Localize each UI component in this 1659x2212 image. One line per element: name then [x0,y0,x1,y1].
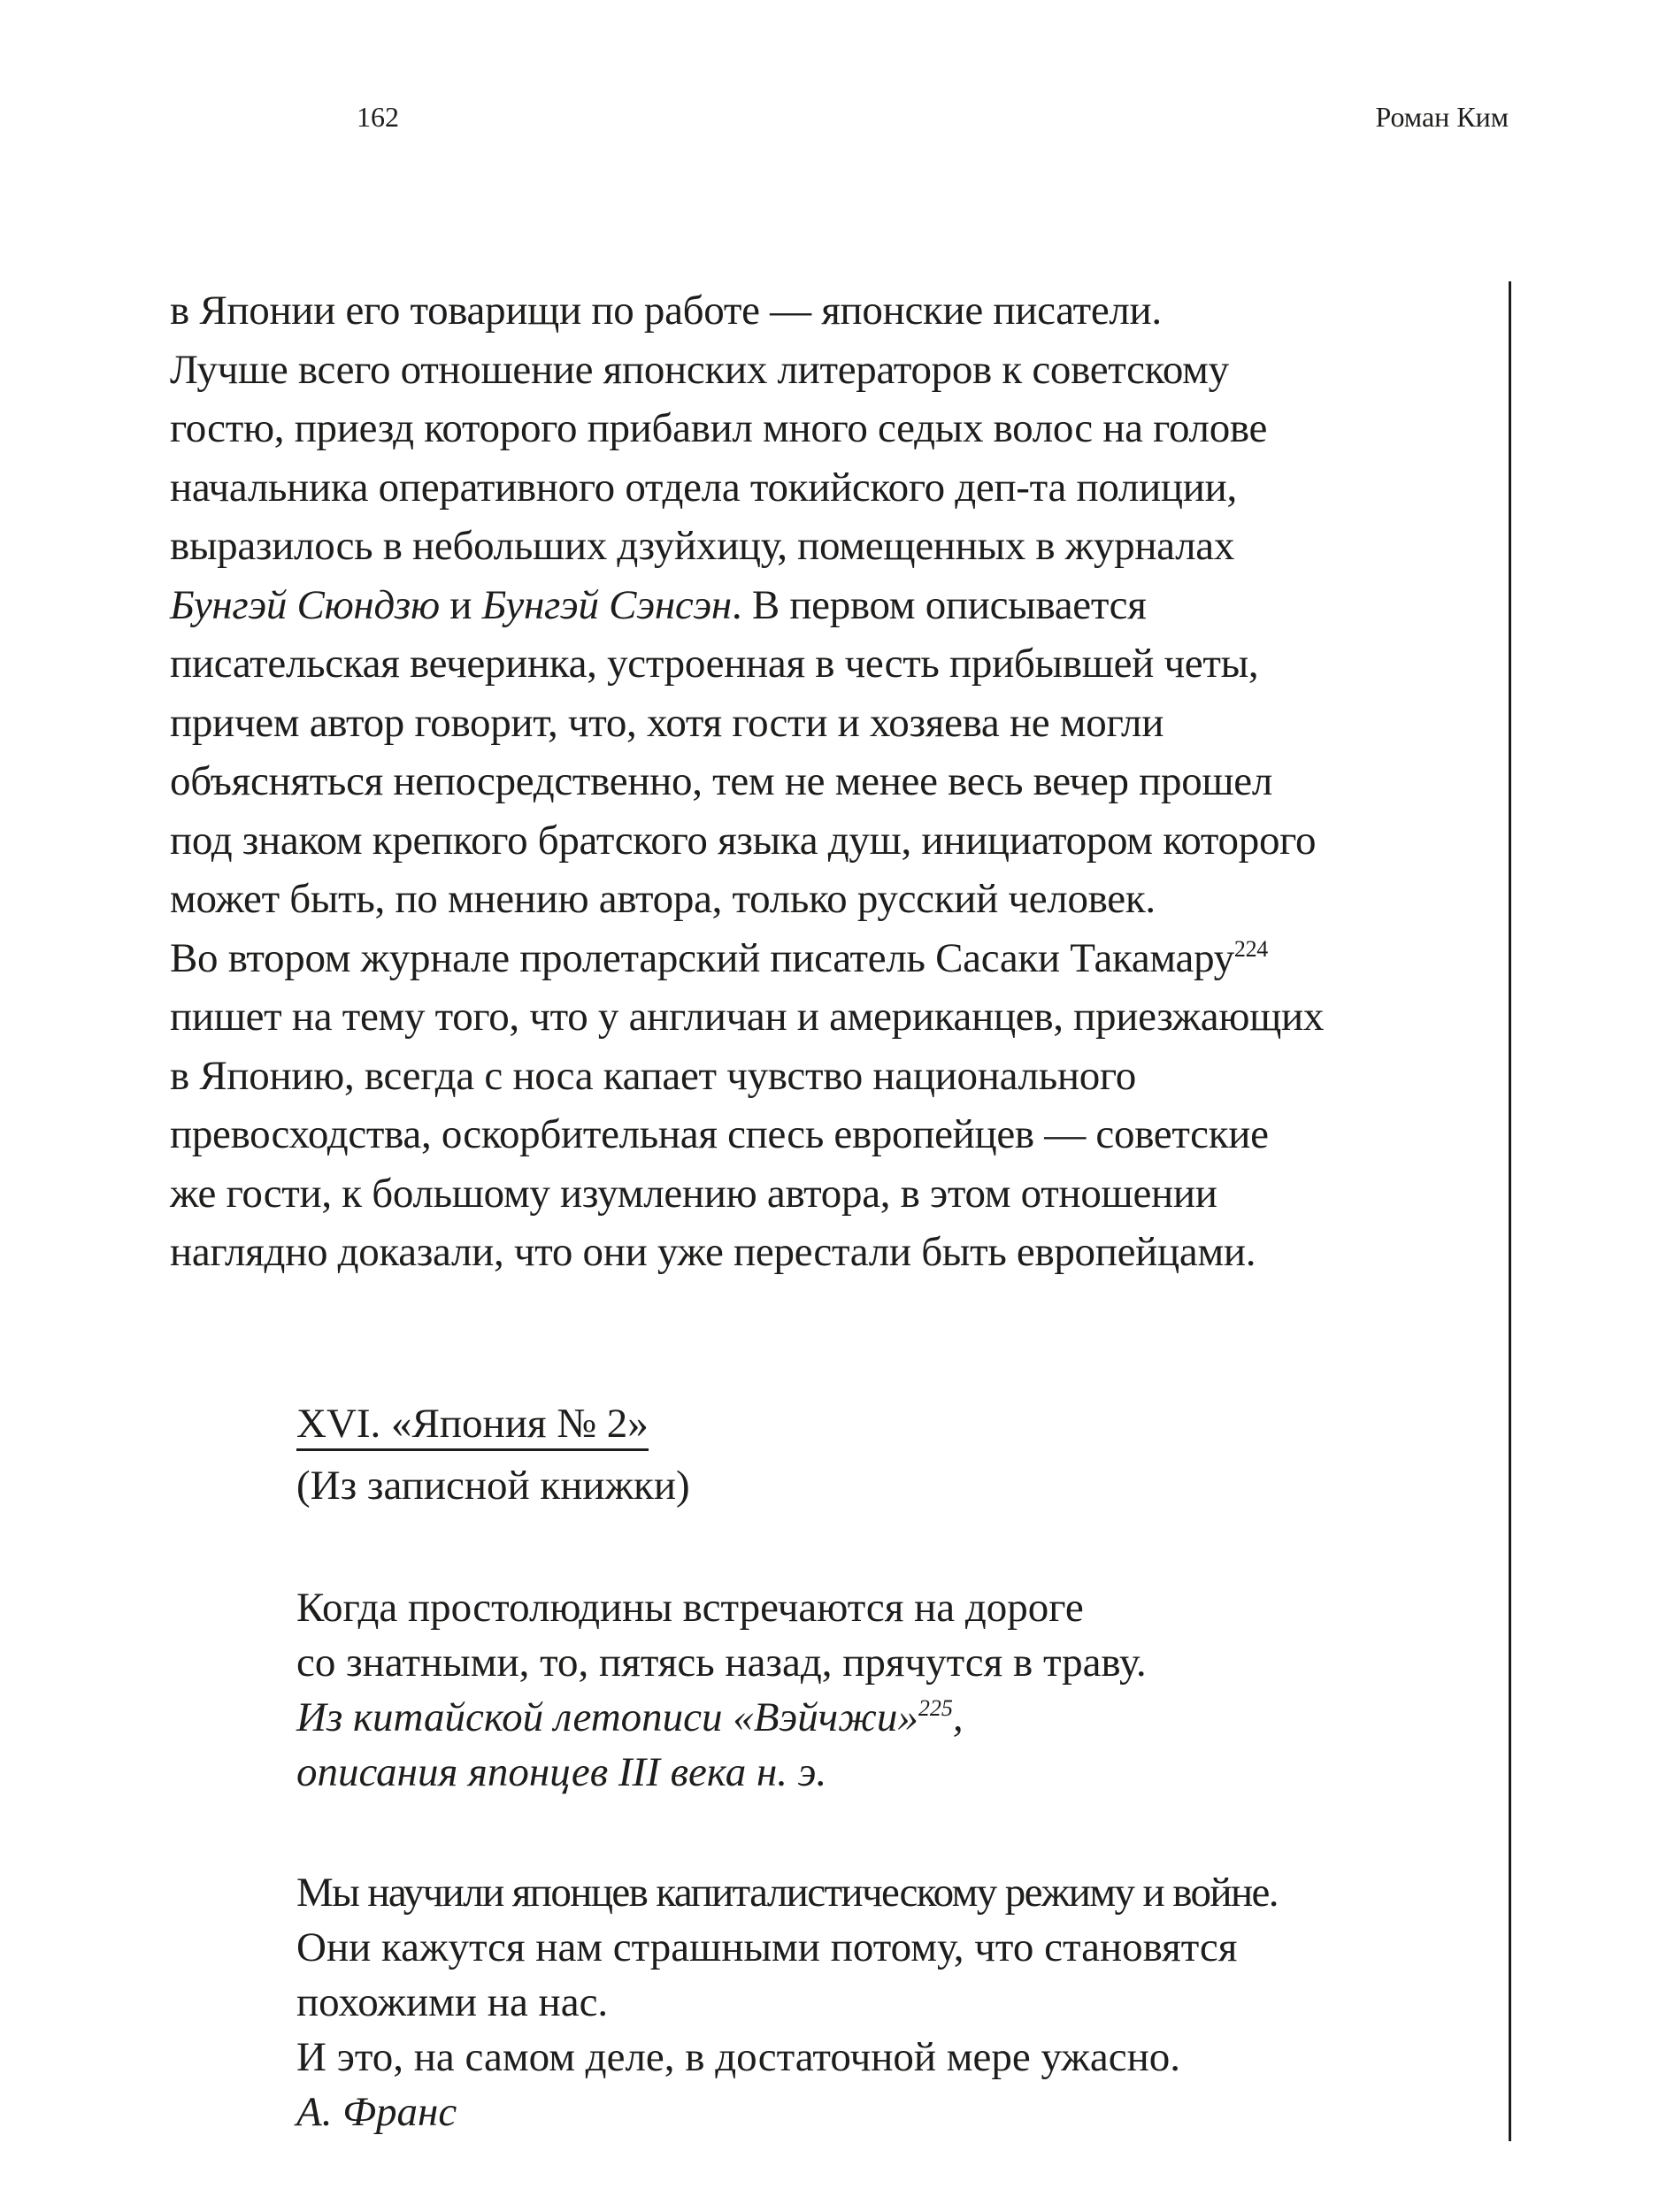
epigraph-line: со знатными, то, пятясь назад, прячутся в траву. [296,1640,1147,1686]
margin-rule [1509,281,1511,2141]
epigraph-chronicle [296,1580,1147,1800]
source-tail: , [952,1694,964,1740]
text-line: начальника оперативного отдела токийского деп-та полиции, [170,464,1237,511]
text-line: под знаком крепкого братского языка душ, инициатором которого [170,817,1317,864]
text-line: выразилось в небольших дзуйхицу, помещенных в журналах [170,523,1235,569]
source-text: Из китайской летописи «Вэйчжи» [296,1694,918,1740]
footnote-ref: 225 [918,1695,953,1721]
text-line: в Японию, всегда с носа капает чувство национального [170,1052,1136,1099]
epigraph-line: похожими на нас. [296,1979,609,2025]
text-line: превосходства, оскорбительная спесь европейцев — советские [170,1111,1269,1157]
epigraph-source-line: описания японцев III века н. э. [296,1749,827,1795]
text-fragment: Во втором журнале пролетарский писатель Сасаки Такамару [170,934,1234,981]
text-line: Лучше всего отношение японских литераторов к советскому [170,346,1229,393]
text-line: же гости, к большому изумлению автора, в этом отношении [170,1170,1217,1217]
body-text [170,281,1426,1282]
text-fragment: . В первом описывается [731,581,1147,628]
journal-title: Бунгэй Сюндзю [170,581,440,628]
epigraph-attribution: А. Франс [296,2089,457,2135]
epigraph-line: И это, на самом деле, в достаточной мере ужасно. [296,2034,1181,2080]
section-subtitle: (Из записной книжки) [296,1463,690,1509]
text-line [170,576,1426,635]
epigraph-line: Когда простолюдины встречаются на дороге [296,1585,1084,1631]
text-line: в Японии его товарищи по работе — японские писатели. [170,288,1162,334]
section-title: XVI. «Япония № 2» [296,1401,649,1451]
text-line: объясняться непосредственно, тем не менее весь вечер прошел [170,758,1273,804]
conjunction: и [439,581,482,628]
footnote-ref: 224 [1233,935,1268,962]
text-line [170,929,1426,988]
epigraph-source [296,1690,1147,1745]
text-line: причем автор говорит, что, хотя гости и хозяева не могли [170,699,1164,746]
text-line: пишет на тему того, что у англичан и американцев, приезжающих [170,994,1325,1040]
text-line: может быть, по мнению автора, только русский человек. [170,876,1156,922]
section-heading [296,1396,690,1513]
epigraph-france [296,1865,1278,2139]
epigraph-line: Мы научили японцев капиталистическому режиму и войне. [296,1870,1278,1916]
page-number: 162 [357,101,399,133]
text-line: наглядно доказали, что они уже перестали быть европейцами. [170,1229,1256,1275]
journal-title: Бунгэй Сэнсэн [481,581,732,628]
text-line: писательская вечеринка, устроенная в честь прибывшей четы, [170,641,1259,687]
running-header-author: Роман Ким [1375,101,1509,133]
epigraph-line: Они кажутся нам страшными потому, что становятся [296,1924,1238,1970]
text-line: гостю, приезд которого прибавил много седых волос на голове [170,405,1268,451]
